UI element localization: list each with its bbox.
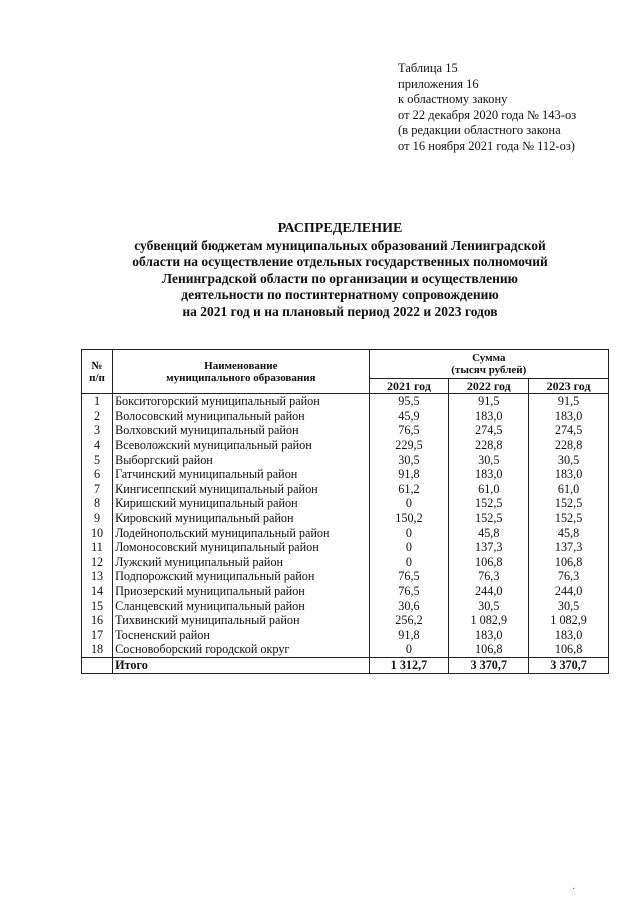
total-row — [82, 657, 609, 673]
header-number-line2: п/п — [89, 371, 105, 384]
title-line: области на осуществление отдельных государственных полномочий — [132, 254, 548, 269]
row-value-2022: 61,0 — [449, 482, 529, 497]
note-line: от 22 декабря 2020 года № 143-оз — [398, 107, 577, 122]
title-line: Ленинградской области по организации и осуществлению — [162, 270, 518, 286]
row-number: 11 — [82, 540, 113, 555]
row-municipality: Сланцевский муниципальный район — [113, 598, 370, 613]
row-value-2021: 30,6 — [369, 598, 449, 613]
row-value-2022: 228,8 — [449, 438, 529, 453]
row-number: 12 — [82, 555, 113, 570]
row-value-2023: 1 082,9 — [529, 613, 609, 628]
row-value-2023: 244,0 — [529, 584, 609, 599]
row-value-2022: 106,8 — [449, 642, 529, 657]
note-line: (в редакции областного закона — [398, 123, 561, 137]
row-municipality: Бокситогорский муниципальный район — [113, 394, 370, 409]
row-value-2023: 61,0 — [529, 482, 609, 497]
row-value-2023: 152,5 — [529, 496, 609, 511]
header-year-2022: 2022 год — [449, 379, 529, 394]
table-row — [82, 584, 609, 599]
row-number: 8 — [82, 496, 113, 511]
row-number: 10 — [82, 525, 113, 540]
row-number: 7 — [82, 482, 113, 497]
row-value-2022: 76,3 — [449, 569, 529, 584]
row-value-2023: 274,5 — [529, 423, 609, 438]
table-row — [82, 642, 609, 657]
distribution-table — [81, 349, 609, 674]
row-value-2022: 183,0 — [449, 628, 529, 643]
header-number — [82, 350, 113, 394]
row-value-2022: 183,0 — [449, 467, 529, 482]
row-value-2023: 45,8 — [529, 525, 609, 540]
header-name-line1: Наименование — [204, 359, 278, 372]
row-number: 5 — [82, 452, 113, 467]
table-row — [82, 438, 609, 453]
row-value-2022: 91,5 — [449, 394, 529, 409]
row-municipality: Лодейнопольский муниципальный район — [113, 525, 370, 540]
row-number: 14 — [82, 584, 113, 599]
row-value-2023: 152,5 — [529, 511, 609, 526]
row-number: 13 — [82, 569, 113, 584]
row-value-2023: 76,3 — [529, 569, 609, 584]
row-municipality: Лужский муниципальный район — [113, 555, 370, 570]
table-row — [82, 613, 609, 628]
row-municipality: Гатчинский муниципальный район — [113, 467, 370, 482]
table-row — [82, 569, 609, 584]
row-value-2021: 45,9 — [369, 409, 449, 424]
header-name-line2: муниципального образования — [166, 371, 316, 384]
title-line: на 2021 год и на плановый период 2022 и 2023 годов — [182, 303, 498, 319]
header-sum — [369, 350, 608, 379]
row-value-2021: 150,2 — [369, 511, 449, 526]
row-municipality: Всеволожский муниципальный район — [113, 438, 370, 453]
header-year-2021: 2021 год — [369, 379, 449, 394]
header-number-line1: № — [91, 359, 103, 372]
document-title — [60, 221, 620, 320]
table-row — [82, 467, 609, 482]
row-value-2021: 30,5 — [369, 452, 449, 467]
row-value-2021: 91,8 — [369, 467, 449, 482]
row-value-2021: 76,5 — [369, 569, 449, 584]
row-municipality: Тихвинский муниципальный район — [113, 613, 370, 628]
row-value-2021: 61,2 — [369, 482, 449, 497]
table-row — [82, 511, 609, 526]
row-value-2021: 91,8 — [369, 628, 449, 643]
row-number: 1 — [82, 394, 113, 409]
table-row — [82, 598, 609, 613]
header-sum-line1: Сумма — [472, 352, 506, 364]
row-municipality: Сосновоборский городской округ — [113, 642, 370, 657]
table-row — [82, 482, 609, 497]
row-value-2022: 106,8 — [449, 555, 529, 570]
header-sum-line2: (тысяч рублей) — [451, 364, 527, 376]
row-value-2021: 95,5 — [369, 394, 449, 409]
row-value-2022: 137,3 — [449, 540, 529, 555]
table-row — [82, 555, 609, 570]
row-value-2022: 274,5 — [449, 423, 529, 438]
row-value-2023: 183,0 — [529, 628, 609, 643]
row-value-2021: 229,5 — [369, 438, 449, 453]
table-row — [82, 628, 609, 643]
row-value-2021: 76,5 — [369, 584, 449, 599]
row-number: 17 — [82, 628, 113, 643]
note-line: от 16 ноября 2021 года № 112-оз) — [398, 138, 575, 153]
row-value-2022: 152,5 — [449, 511, 529, 526]
row-value-2021: 0 — [369, 540, 449, 555]
row-number: 2 — [82, 409, 113, 424]
title-line: субвенций бюджетам муниципальных образований Ленинградской — [134, 237, 546, 253]
row-value-2023: 137,3 — [529, 540, 609, 555]
row-value-2021: 0 — [369, 555, 449, 570]
row-value-2023: 30,5 — [529, 598, 609, 613]
row-municipality: Кировский муниципальный район — [113, 511, 370, 526]
row-value-2021: 76,5 — [369, 423, 449, 438]
row-number: 16 — [82, 613, 113, 628]
title-line: деятельности по постинтернатному сопровождению — [181, 287, 499, 302]
row-municipality: Волосовский муниципальный район — [113, 409, 370, 424]
row-value-2023: 106,8 — [529, 642, 609, 657]
row-value-2022: 30,5 — [449, 598, 529, 613]
row-value-2022: 244,0 — [449, 584, 529, 599]
row-number: 6 — [82, 467, 113, 482]
table-row — [82, 409, 609, 424]
table-row — [82, 452, 609, 467]
row-value-2022: 45,8 — [449, 525, 529, 540]
note-line: приложения 16 — [398, 76, 479, 91]
row-municipality: Кингисеппский муниципальный район — [113, 482, 370, 497]
total-2023: 3 370,7 — [529, 657, 609, 673]
row-value-2022: 152,5 — [449, 496, 529, 511]
total-empty-cell — [82, 657, 113, 673]
row-value-2023: 183,0 — [529, 409, 609, 424]
row-value-2023: 183,0 — [529, 467, 609, 482]
row-municipality: Подпорожский муниципальный район — [113, 569, 370, 584]
table-row — [82, 525, 609, 540]
row-municipality: Выборгский район — [113, 452, 370, 467]
total-label: Итого — [113, 657, 370, 673]
row-value-2021: 256,2 — [369, 613, 449, 628]
table-row — [82, 496, 609, 511]
row-number: 9 — [82, 511, 113, 526]
total-2022: 3 370,7 — [449, 657, 529, 673]
header-year-2023: 2023 год — [529, 379, 609, 394]
row-value-2023: 106,8 — [529, 555, 609, 570]
total-2021: 1 312,7 — [369, 657, 449, 673]
row-municipality: Ломоносовский муниципальный район — [113, 540, 370, 555]
row-value-2021: 0 — [369, 525, 449, 540]
row-value-2023: 91,5 — [529, 394, 609, 409]
row-municipality: Приозерский муниципальный район — [113, 584, 370, 599]
table-reference-note — [398, 61, 576, 154]
title-main: РАСПРЕДЕЛЕНИЕ — [277, 221, 403, 236]
row-number: 18 — [82, 642, 113, 657]
row-value-2021: 0 — [369, 496, 449, 511]
row-municipality: Тосненский район — [113, 628, 370, 643]
header-name — [113, 350, 370, 394]
table-body — [82, 394, 609, 658]
row-value-2023: 228,8 — [529, 438, 609, 453]
table-row — [82, 394, 609, 409]
row-value-2023: 30,5 — [529, 452, 609, 467]
note-line: Таблица 15 — [398, 61, 458, 75]
scan-speck: · — [572, 884, 576, 895]
row-value-2021: 0 — [369, 642, 449, 657]
note-line: к областному закону — [398, 92, 508, 106]
table-row — [82, 423, 609, 438]
row-number: 15 — [82, 598, 113, 613]
row-value-2022: 30,5 — [449, 452, 529, 467]
row-number: 3 — [82, 423, 113, 438]
table-row — [82, 540, 609, 555]
row-number: 4 — [82, 438, 113, 453]
row-municipality: Киришский муниципальный район — [113, 496, 370, 511]
row-value-2022: 1 082,9 — [449, 613, 529, 628]
row-value-2022: 183,0 — [449, 409, 529, 424]
row-municipality: Волховский муниципальный район — [113, 423, 370, 438]
